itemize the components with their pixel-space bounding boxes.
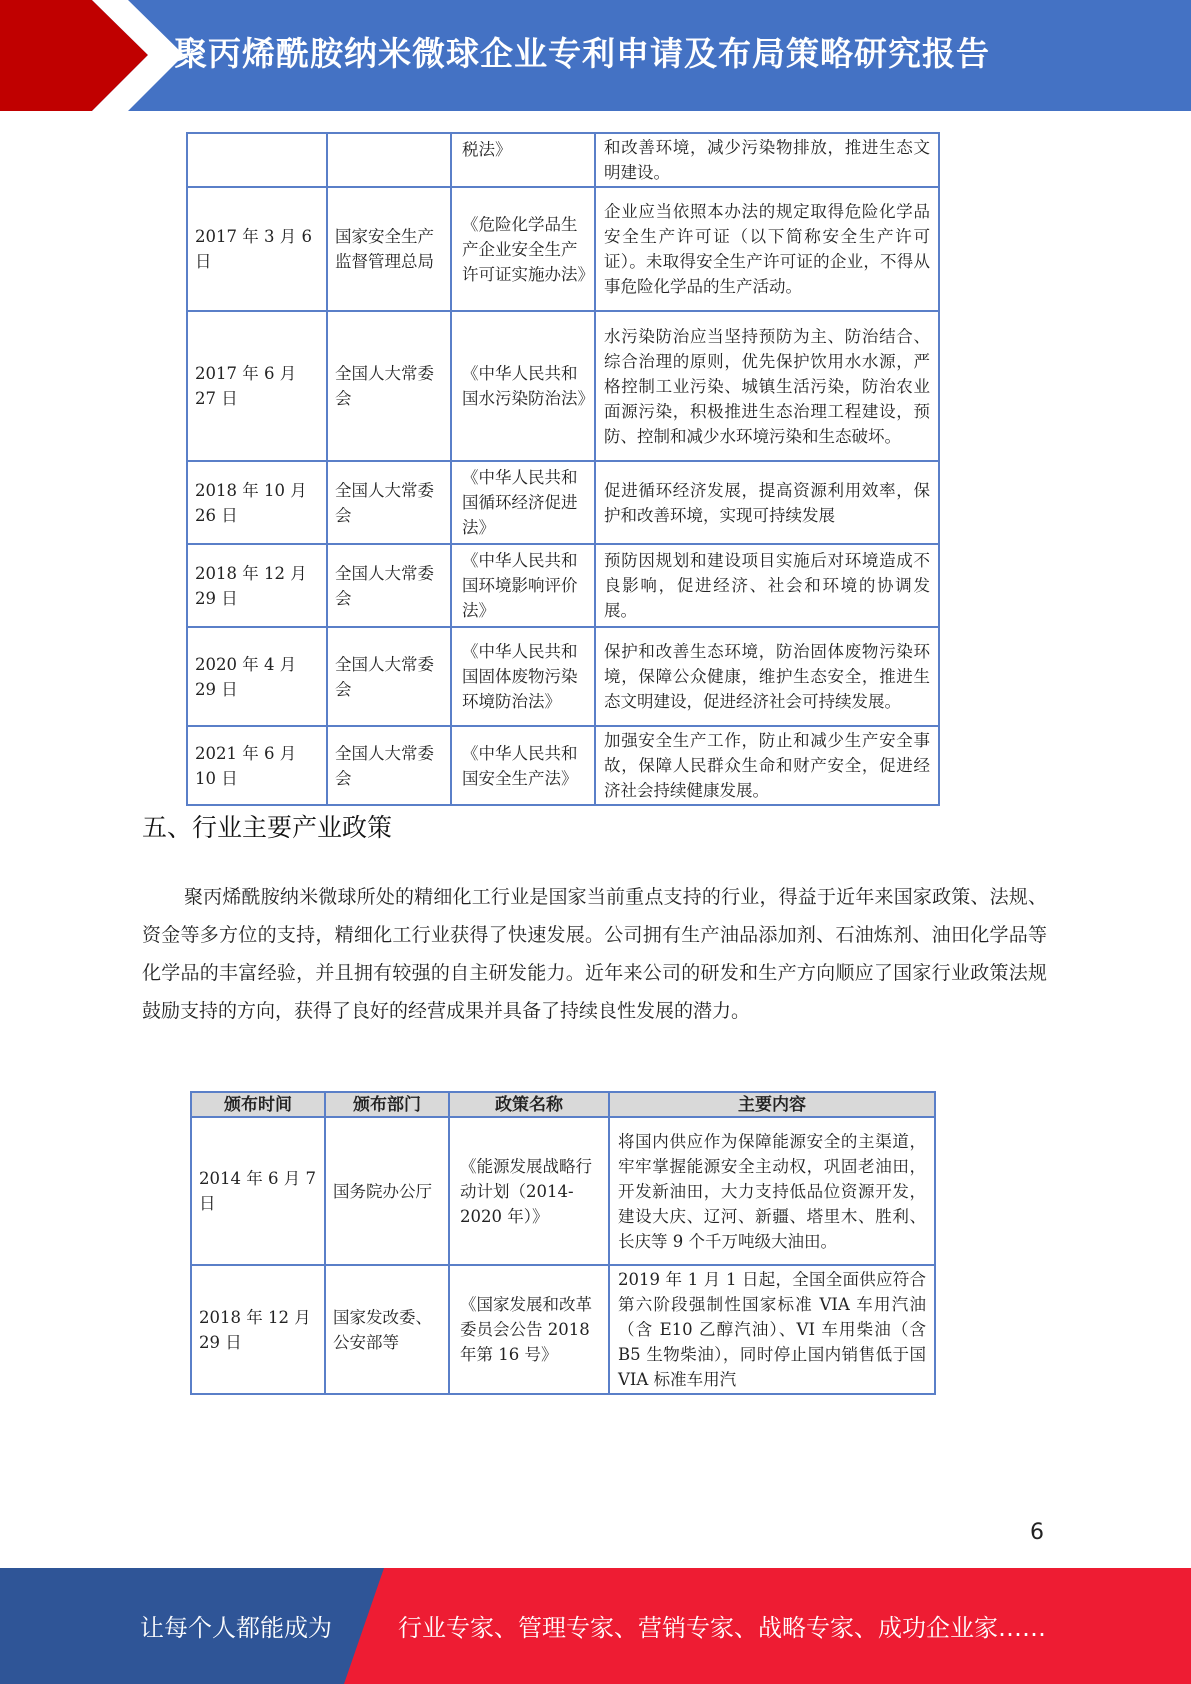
cell-dept: 国务院办公厅 — [325, 1117, 449, 1265]
cell-content: 将国内供应作为保障能源安全的主渠道，牢牢掌握能源安全主动权，巩固老油田，开发新油田，大力支持低品位资源开发，建设大庆、辽河、新疆、塔里木、胜利、长庆等 9 个千万吨级大油田。 — [609, 1117, 935, 1265]
table-row — [187, 311, 939, 461]
cell-policy-name: 《中华人民共和国安全生产法》 — [451, 726, 595, 805]
cell-dept — [327, 133, 451, 187]
cell-policy-name: 税法》 — [451, 133, 595, 187]
table-row — [187, 627, 939, 726]
table-row — [187, 544, 939, 627]
cell-date: 2018 年 10 月 26 日 — [187, 461, 327, 544]
cell-dept: 全国人大常委会 — [327, 461, 451, 544]
cell-dept: 全国人大常委会 — [327, 311, 451, 461]
cell-content: 企业应当依照本办法的规定取得危险化学品安全生产许可证（以下简称安全生产许可证）。未取得安全生产许可证的企业，不得从事危险化学品的生产活动。 — [595, 187, 939, 311]
header-dept: 颁布部门 — [325, 1092, 449, 1117]
header-content: 主要内容 — [609, 1092, 935, 1117]
cell-policy-name: 《国家发展和改革委员会公告 2018 年第 16 号》 — [449, 1265, 609, 1394]
cell-policy-name: 《中华人民共和国循环经济促进法》 — [451, 461, 595, 544]
table-row — [191, 1265, 935, 1394]
cell-policy-name: 《危险化学品生产企业安全生产许可证实施办法》 — [451, 187, 595, 311]
industry-policy-table — [190, 1091, 936, 1395]
section-heading: 五、行业主要产业政策 — [142, 813, 393, 842]
cell-dept: 全国人大常委会 — [327, 627, 451, 726]
cell-date: 2021 年 6 月 10 日 — [187, 726, 327, 805]
footer-slogan-left: 让每个人都能成为 — [140, 1614, 332, 1642]
cell-content: 促进循环经济发展，提高资源利用效率，保护和改善环境，实现可持续发展 — [595, 461, 939, 544]
cell-date: 2020 年 4 月 29 日 — [187, 627, 327, 726]
header-policy-name: 政策名称 — [449, 1092, 609, 1117]
cell-dept: 国家发改委、公安部等 — [325, 1265, 449, 1394]
cell-policy-name: 《能源发展战略行动计划（2014-2020 年）》 — [449, 1117, 609, 1265]
table-row — [187, 461, 939, 544]
cell-content: 加强安全生产工作，防止和减少生产安全事故，保障人民群众生命和财产安全，促进经济社会持续健康发展。 — [595, 726, 939, 805]
cell-content: 和改善环境，减少污染物排放，推进生态文明建设。 — [595, 133, 939, 187]
cell-date: 2017 年 3 月 6 日 — [187, 187, 327, 311]
table-row — [187, 726, 939, 805]
cell-date: 2014 年 6 月 7 日 — [191, 1117, 325, 1265]
cell-policy-name: 《中华人民共和国环境影响评价法》 — [451, 544, 595, 627]
page-header — [0, 0, 1191, 111]
page-number: 6 — [1030, 1520, 1044, 1545]
footer-slogan-right: 行业专家、管理专家、营销专家、战略专家、成功企业家…… — [398, 1614, 1046, 1642]
cell-policy-name: 《中华人民共和国水污染防治法》 — [451, 311, 595, 461]
cell-content: 水污染防治应当坚持预防为主、防治结合、综合治理的原则，优先保护饮用水水源，严格控制工业污染、城镇生活污染，防治农业面源污染，积极推进生态治理工程建设，预防、控制和减少水环境污染和生态破坏。 — [595, 311, 939, 461]
cell-dept: 国家安全生产监督管理总局 — [327, 187, 451, 311]
table-header-row — [191, 1092, 935, 1117]
cell-content: 预防因规划和建设项目实施后对环境造成不良影响，促进经济、社会和环境的协调发展。 — [595, 544, 939, 627]
header-date: 颁布时间 — [191, 1092, 325, 1117]
cell-date: 2018 年 12 月 29 日 — [187, 544, 327, 627]
report-title: 聚丙烯酰胺纳米微球企业专利申请及布局策略研究报告 — [174, 34, 990, 73]
body-paragraph: 聚丙烯酰胺纳米微球所处的精细化工行业是国家当前重点支持的行业，得益于近年来国家政策、法规、资金等多方位的支持，精细化工行业获得了快速发展。公司拥有生产油品添加剂、石油炼剂、油田化学品等化学品的丰富经验，并且拥有较强的自主研发能力。近年来公司的研发和生产方向顺应了国家行业政策法规鼓励支持的方向，获得了良好的经营成果并具备了持续良性发展的潜力。 — [142, 886, 1047, 1022]
table-row — [191, 1117, 935, 1265]
table-row — [187, 133, 939, 187]
regulations-table — [186, 132, 940, 806]
cell-date — [187, 133, 327, 187]
cell-content: 2019 年 1 月 1 日起，全国全面供应符合第六阶段强制性国家标准 VIA 车用汽油（含 E10 乙醇汽油）、VI 车用柴油（含 B5 生物柴油），同时停止国内销售低于国 VIA 标准车用汽 — [609, 1265, 935, 1394]
cell-policy-name: 《中华人民共和国固体废物污染环境防治法》 — [451, 627, 595, 726]
cell-dept: 全国人大常委会 — [327, 544, 451, 627]
cell-date: 2017 年 6 月 27 日 — [187, 311, 327, 461]
cell-dept: 全国人大常委会 — [327, 726, 451, 805]
table-row — [187, 187, 939, 311]
cell-date: 2018 年 12 月 29 日 — [191, 1265, 325, 1394]
cell-content: 保护和改善生态环境，防治固体废物污染环境，保障公众健康，维护生态安全，推进生态文明建设，促进经济社会可持续发展。 — [595, 627, 939, 726]
